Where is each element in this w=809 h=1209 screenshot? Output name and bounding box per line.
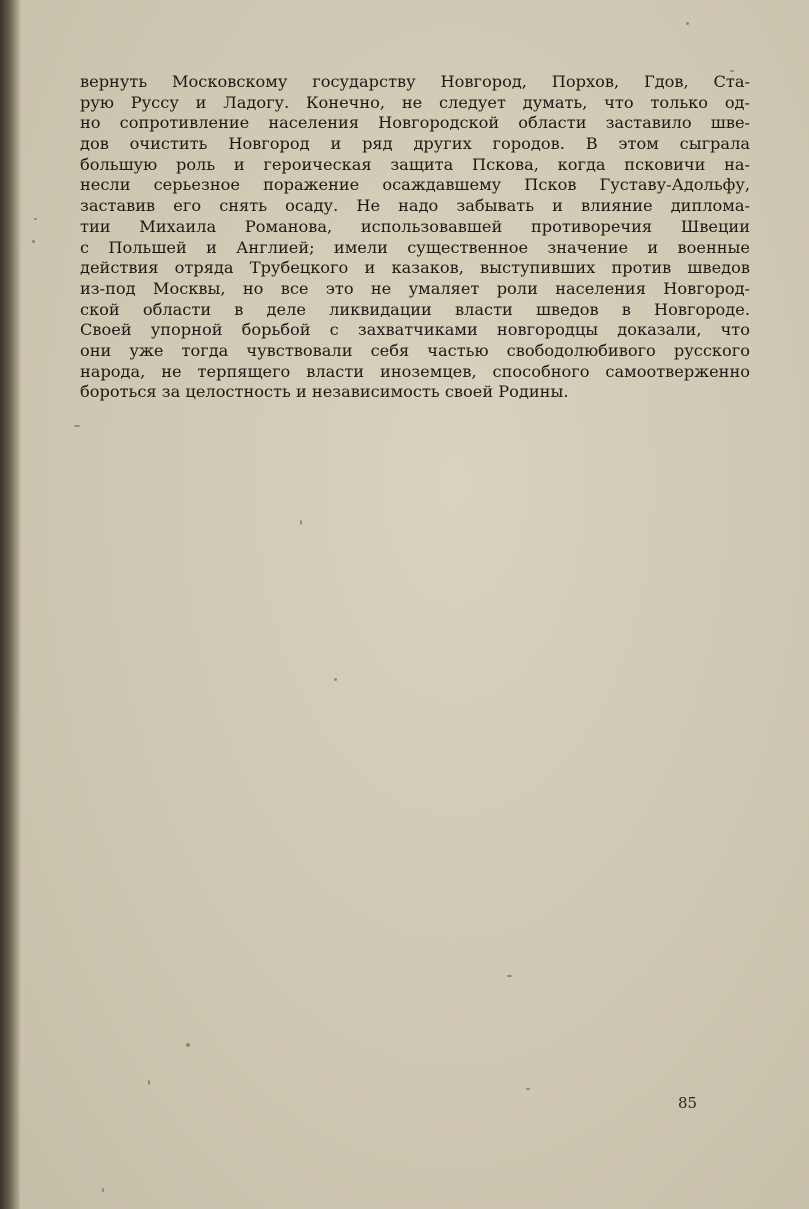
text-line: вернуть Московскому государству Новгород, Порхов, Гдов, Ста- [80, 72, 750, 91]
paper-speck [334, 678, 337, 681]
text-line: заставив его снять осаду. Не надо забывать и влияние диплома- [80, 196, 750, 216]
book-spine-shadow [0, 0, 22, 1209]
text-line: дов очистить Новгород и ряд других городов. В этом сыграла [80, 134, 750, 154]
paper-speck [300, 520, 302, 525]
book-page [22, 0, 809, 1209]
paper-speck [526, 1088, 530, 1090]
text-line: тии Михаила Романова, использовавшей противоречия Швеции [80, 216, 750, 236]
text-line: Своей упорной борьбой с захватчиками новгородцы доказали, что [80, 320, 750, 340]
text-line: с Польшей и Англией; имели существенное значение и военные [80, 237, 750, 257]
paper-speck [74, 425, 80, 427]
paper-speck [730, 70, 734, 72]
body-paragraph [80, 72, 750, 403]
paper-speck [32, 240, 35, 243]
paper-speck [34, 218, 37, 220]
paper-speck [186, 1043, 190, 1047]
text-line: ской области в деле ликвидации власти шведов в Новгороде. [80, 299, 750, 319]
text-line: рую Руссу и Ладогу. Конечно, не следует думать, что только од- [80, 92, 750, 112]
text-line: большую роль и героическая защита Пскова, когда псковичи на- [80, 154, 750, 174]
text-line: несли серьезное поражение осаждавшему Псков Густаву-Адольфу, [80, 175, 750, 195]
paper-speck [102, 1188, 104, 1192]
page-number: 85 [678, 1094, 698, 1112]
paper-speck [686, 22, 689, 25]
text-line: бороться за целостность и независимость своей Родины. [80, 382, 569, 402]
paper-speck [148, 1080, 150, 1085]
text-line: но сопротивление населения Новгородской области заставило шве- [80, 113, 750, 133]
text-line: действия отряда Трубецкого и казаков, выступивших против шведов [80, 258, 750, 278]
text-line: из-под Москвы, но все это не умаляет роли населения Новгород- [80, 278, 750, 298]
text-line: народа, не терпящего власти иноземцев, способного самоотверженно [80, 361, 750, 381]
text-line: они уже тогда чувствовали себя частью свободолюбивого русского [80, 340, 750, 360]
paper-speck [507, 975, 512, 977]
